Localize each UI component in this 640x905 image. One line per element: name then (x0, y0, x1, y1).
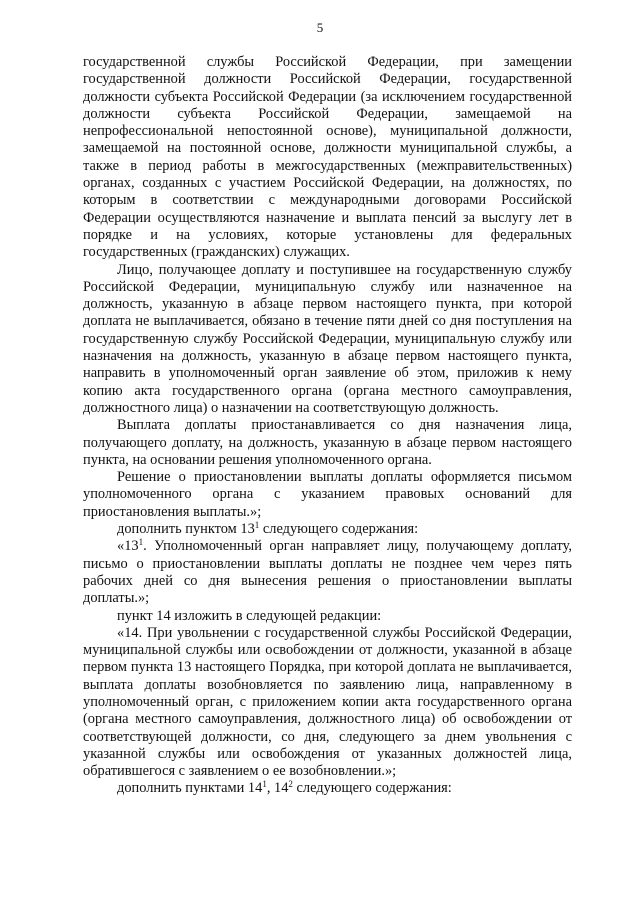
paragraph-13-1-text (83, 538, 572, 607)
paragraph-add-13-1 (83, 521, 572, 538)
text-fragment: следующего содержания: (259, 521, 419, 538)
paragraph-person-entering-service: Лицо, получающее доплату и поступившее на государственную службу Российской Федерации, муниципальную службу или назначенное на должность, указанную в абзаце первом настоящего пункта, при которой доплата не выплачивается, обязано в течение пяти дней со дня поступления на государственную службу Российской Федерации, муниципальную службу или назначения на должность, указанную в абзаце первом настоящего пункта, направить в уполномоченный орган заявление об этом, приложив к нему копию акта государственного органа (органа местного самоуправления, должностного лица) о назначении на соответствующую должность. (83, 261, 572, 416)
paragraph-add-14-1-14-2 (83, 780, 572, 797)
superscript: 1 (262, 779, 267, 790)
document-body (83, 54, 572, 798)
paragraph-suspension: Выплата доплаты приостанавливается со дня назначения лица, получающего доплату, на должность, указанную в абзаце первом настоящего пункта, на основании решения уполномоченного органа. (83, 417, 572, 468)
text-fragment: «13 (117, 538, 139, 555)
superscript: 1 (254, 520, 260, 531)
text-fragment: дополнить пунктом 13 (117, 521, 255, 538)
text-fragment: дополнить пунктами 14 (117, 780, 263, 797)
paragraph-continuation: государственной службы Российской Федерации, при замещении государственной должности Российской Федерации, государственной должности субъекта Российской Федерации (за исключением государственной должности субъекта Российской Федерации, замещаемой на непрофессиональной непостоянной основе), муниципальной должности, замещаемой на постоянной основе, должности муниципальной службы, а также в период работы в межгосударственных (межправительственных) органах, созданных с участием Российской Федерации, на должностях, по которым в соответствии с международными договорами Российской Федерации осуществляются назначение и выплата пенсий за выслугу лет в порядке и на условиях, которые установлены для федеральных государственных (гражданских) служащих. (83, 54, 572, 261)
text-fragment: следующего содержания: (292, 780, 452, 797)
text-fragment: , 14 (266, 780, 289, 797)
paragraph-14-text: «14. При увольнении с государственной службы Российской Федерации, муниципальной службы или освобождении от должности, указанной в абзаце первом пункта 13 настоящего Порядка, при которой доплата не выплачивается, выплата доплаты возобновляется по заявлению лица, направленному в уполномоченный орган, с приложением копии акта государственного органа (органа местного самоуправления, должностного лица) об освобождении от соответствующей должности, со дня, следующего за днем увольнения с указанной службы или освобождения от указанных должностей лица, обратившегося с заявлением о ее возобновлении.»; (83, 624, 572, 780)
text-fragment: . Уполномоченный орган направляет лицу, получающему доплату, письмо о приостановлении выплаты доплаты не позднее чем через пять рабочих дней со дня вынесения решения о приостановлении выплаты доплаты.»; (83, 538, 572, 607)
paragraph-suspension-decision: Решение о приостановлении выплаты доплаты оформляется письмом уполномоченного органа с указанием правовых оснований для приостановления выплаты.»; (83, 469, 572, 520)
page-number: 5 (316, 20, 324, 35)
paragraph-item-14-intro: пункт 14 изложить в следующей редакции: (117, 607, 382, 624)
superscript: 2 (288, 779, 293, 790)
superscript: 1 (138, 537, 144, 548)
